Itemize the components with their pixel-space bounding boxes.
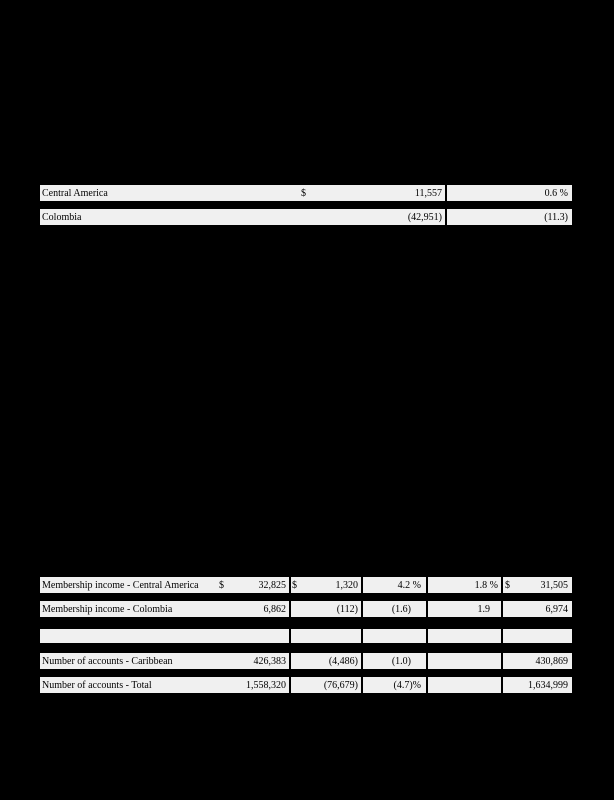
table2-label: Membership income - Central America: [42, 580, 199, 591]
table2-pct: 4.2 %: [397, 580, 421, 591]
table2-value: 426,383: [253, 656, 286, 667]
table2-change: (76,679): [323, 680, 358, 691]
table2-change: (4,486): [328, 656, 358, 667]
table2-divider: [501, 575, 503, 695]
table2-value: 1,558,320: [246, 680, 286, 691]
table1-amount: (42,951): [407, 212, 442, 223]
table2-dollar: $: [505, 580, 510, 591]
table2-prior: 6,974: [545, 604, 568, 615]
table1-label: Central America: [42, 188, 108, 199]
table1-label: Colombia: [42, 212, 82, 223]
table1-pct: (11.3): [544, 212, 568, 223]
table2-pct: (1.6): [391, 604, 411, 615]
table2-label: Number of accounts - Caribbean: [42, 656, 173, 667]
table2-change: (112): [336, 604, 358, 615]
table2-pct: (4.7)%: [393, 680, 421, 691]
table2-pct2: 1.9: [477, 604, 490, 615]
table1-pct: 0.6 %: [544, 188, 568, 199]
table1-divider: [445, 183, 447, 227]
table1-dollar: $: [301, 188, 306, 199]
table2-row-hidden: [40, 629, 572, 643]
table2-value: 6,862: [263, 604, 286, 615]
table2-dollar: $: [219, 580, 224, 591]
table2-divider: [426, 575, 428, 695]
table1-amount: 11,557: [414, 188, 442, 199]
table2-pct2: 1.8 %: [474, 580, 498, 591]
table2-prior: 430,869: [535, 656, 568, 667]
table2-label: Membership income - Colombia: [42, 604, 173, 615]
table2-divider: [289, 575, 291, 695]
table2-divider: [361, 575, 363, 695]
table2-value: 32,825: [258, 580, 286, 591]
table2-dollar: $: [292, 580, 297, 591]
table2-prior: 1,634,999: [528, 680, 568, 691]
table2-change: 1,320: [335, 580, 358, 591]
table2-prior: 31,505: [540, 580, 568, 591]
table2-label: Number of accounts - Total: [42, 680, 152, 691]
table2-pct: (1.0): [391, 656, 411, 667]
